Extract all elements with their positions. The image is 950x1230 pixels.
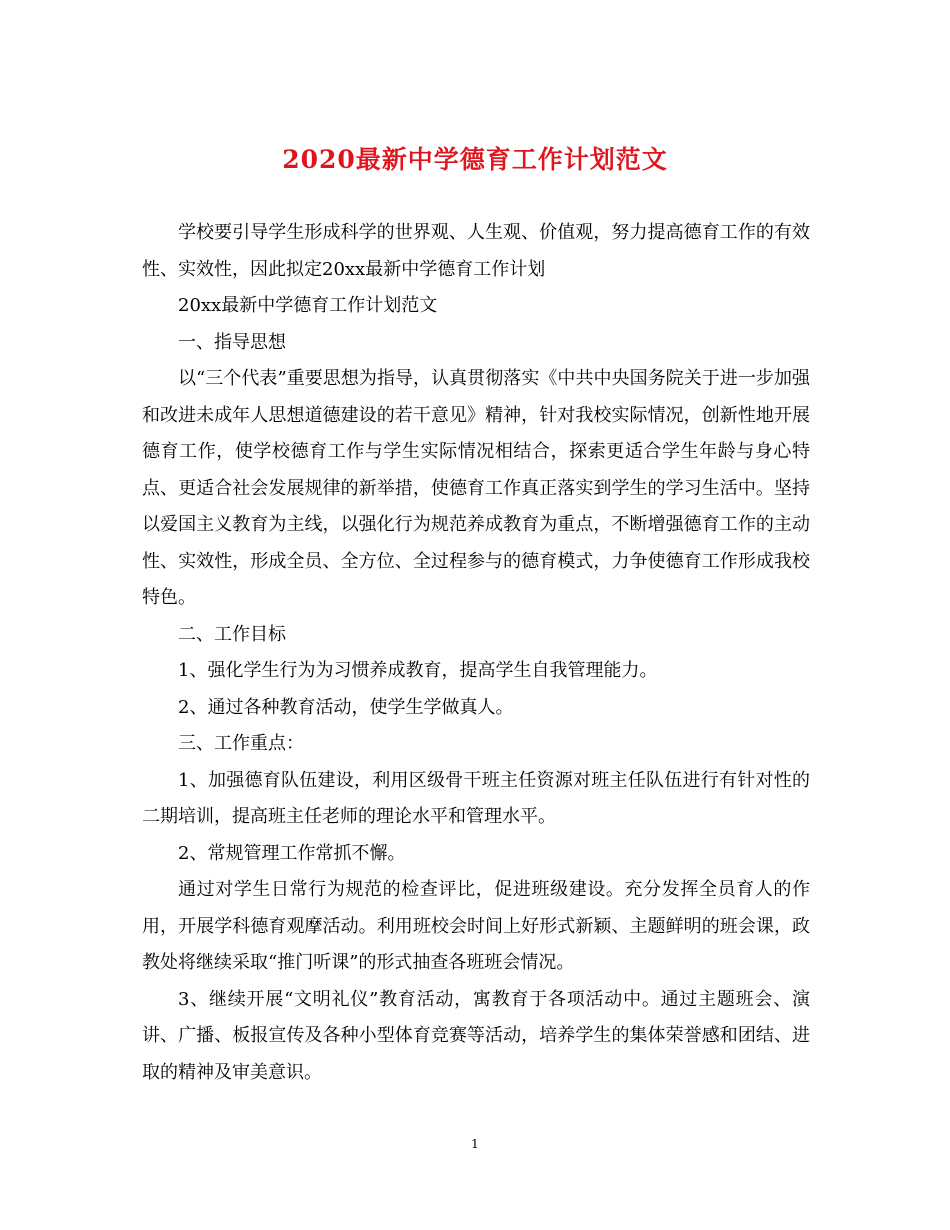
document-body [142, 215, 810, 1091]
paragraph-goal-2: 2、通过各种教育活动，使学生学做真人。 [178, 696, 514, 718]
section-heading-work-focus: 三、工作重点： [178, 733, 304, 754]
paragraph-focus-3: 3、继续开展“文明礼仪”教育活动，寓教育于各项活动中。通过主题班会、演讲、广播、板报宣传及各种小型体育竞赛等活动，培养学生的集体荣誉感和团结、进取的精神及审美意识。 [142, 988, 810, 1083]
page-number: 1 [471, 1137, 479, 1151]
paragraph-focus-1: 1、加强德育队伍建设，利用区级骨干班主任资源对班主任队伍进行有针对性的二期培训，提高班主任老师的理论水平和管理水平。 [142, 769, 810, 827]
paragraph-intro: 学校要引导学生形成科学的世界观、人生观、价值观，努力提高德育工作的有效性、实效性，因此拟定20xx最新中学德育工作计划 [142, 222, 810, 280]
section-heading-work-goals: 二、工作目标 [178, 623, 286, 645]
document-title: 2020最新中学德育工作计划范文 [282, 145, 668, 174]
paragraph-subtitle: 20xx最新中学德育工作计划范文 [178, 295, 438, 316]
paragraph-focus-2-detail: 通过对学生日常行为规范的检查评比，促进班级建设。充分发挥全员育人的作用，开展学科德育观摩活动。利用班校会时间上好形式新颖、主题鲜明的班会课，政教处将继续采取“推门听课”的形式抽查各班班会情况。 [142, 879, 810, 973]
paragraph-goal-1: 1、强化学生行为为习惯养成教育，提高学生自我管理能力。 [178, 660, 658, 681]
paragraph-focus-2: 2、常规管理工作常抓不懈。 [178, 842, 406, 864]
paragraph-guiding-ideology: 以“三个代表”重要思想为指导，认真贯彻落实《中共中央国务院关于进一步加强和改进未成年人思想道德建设的若干意见》精神，针对我校实际情况，创新性地开展德育工作，使学校德育工作与学生实际情况相结合，探索更适合学生年龄与身心特点、更适合社会发展规律的新举措，使德育工作真正落实到学生的学习生活中。坚持以爱国主义教育为主线，以强化行为规范养成教育为重点，不断增强德育工作的主动性、实效性，形成全员、全方位、全过程参与的德育模式，力争使德育工作形成我校特色。 [142, 368, 810, 608]
section-heading-guiding-ideology: 一、指导思想 [178, 331, 286, 353]
